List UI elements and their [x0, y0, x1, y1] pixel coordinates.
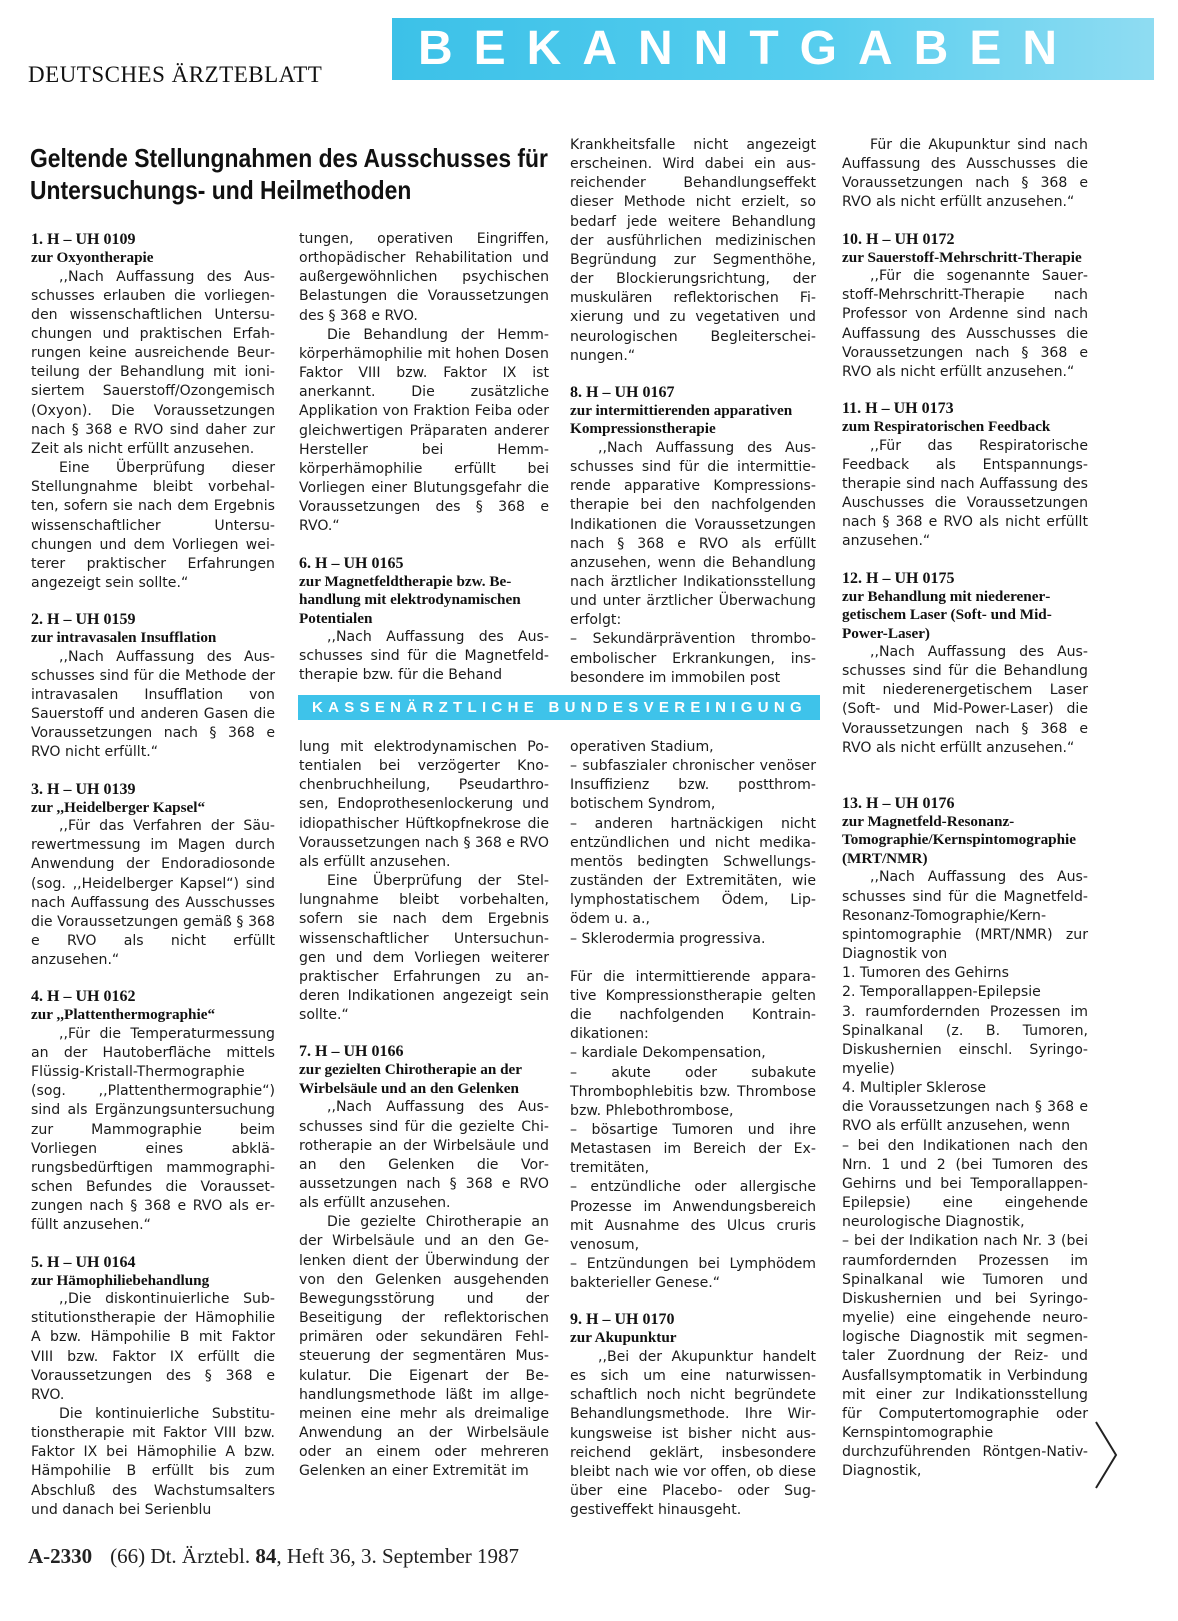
- paragraph: ,,Nach Auffassung des Ausschusses sind für die Behandlung mit niederenergetischem Laser (Soft- und Mid-Power-Laser) die Voraussetzungen nach § 368 e RVO als nicht erfüllt anzusehen.“: [842, 644, 1088, 756]
- statement-subject: zur intermittierenden apparativen Kompressionstherapie: [570, 401, 793, 438]
- statement-code: 1. H – UH 0109: [31, 231, 136, 248]
- list-item: – entzündliche oder allergische Prozesse im Anwendungsbereich mit Ausnahme des Ulcus cruris venosum,: [570, 1179, 816, 1253]
- paragraph: Krankheitsfalle nicht angezeigt erscheinen. Wird dabei ein ausreichender Behandlungseffekt dieser Methode nicht erzielt, so bedarf jede weitere Behandlung der ausführlichen medizinischen Begründung zur Segmenthöhe, der Blockierungsrichtung, der muskulären reflektorischen Fixierung und zu vegetativen und neurologischen Begleiterscheinungen.“: [570, 137, 816, 364]
- statement-13: [842, 794, 1088, 1482]
- page-footer: [28, 1544, 519, 1569]
- statement-subject: zur Magnetfeld-Resonanz-Tomographie/Kernspintomographie (MRT/NMR): [842, 812, 1077, 867]
- statement-subject: zur intravasalen Insufflation: [31, 629, 217, 647]
- statement-9: [570, 1310, 816, 1520]
- list-item: 4. Multipler Sklerose: [842, 1080, 986, 1097]
- statement-12: [842, 569, 1088, 758]
- statement-code: 3. H – UH 0139: [31, 780, 136, 798]
- statement-code: 11. H – UH 0173: [842, 400, 954, 418]
- statement-2: [31, 610, 275, 762]
- statement-11: [842, 399, 1088, 551]
- statement-subject: zur Oxyontherapie: [31, 249, 154, 266]
- section-banner: [392, 18, 1154, 80]
- column-3-bottom: [570, 738, 816, 1520]
- section-banner-title: BEKANNTGABEN: [418, 22, 1078, 75]
- statement-subject: zur ,,Heidelberger Kapsel“: [31, 798, 206, 816]
- statement-code: 13. H – UH 0176: [842, 794, 955, 812]
- paragraph: ,,Die diskontinuierliche Substitutionstherapie der Hämophilie A bzw. Hämpohilie B mit Faktor VIII bzw. Faktor IX erfüllt die Voraussetzungen des § 368 e RVO.: [31, 1291, 275, 1403]
- list-item: 3. raumfordernden Prozessen im Spinalkanal (z. B. Tumoren, Diskushernien einschl. Syringomyelie): [842, 1003, 1088, 1077]
- list-item: – kardiale Dekompensation,: [570, 1045, 766, 1062]
- citation-prefix: (66) Dt. Ärztebl.: [110, 1544, 256, 1568]
- list-item: – Entzündungen bei Lymphödem bakterieller Genese.“: [570, 1256, 816, 1292]
- paragraph: die Voraussetzungen nach § 368 e RVO als erfüllt anzusehen, wenn: [842, 1099, 1088, 1135]
- kbv-banner: [298, 695, 820, 720]
- statement-5: [31, 1253, 275, 1520]
- statement-subject: zur ,,Plattenthermographie“: [31, 1006, 216, 1024]
- citation-suffix: , Heft 36, 3. September 1987: [276, 1544, 520, 1568]
- list-item: 1. Tumoren des Gehirns: [842, 965, 1009, 982]
- column-3-top: [570, 136, 816, 688]
- paragraph: lung mit elektrodynamischen Potentialen bei verzögerter Knochenbruchheilung, Pseudarthrosen, Endoprothesenlockerung und idiopathischer Hüftkopfnekrose die Voraussetzungen nach § 368 e RVO als erfüllt anzusehen.: [299, 739, 550, 870]
- list-item: – bösartige Tumoren und ihre Metastasen im Bereich der Extremitäten,: [570, 1121, 816, 1177]
- column-4: [842, 136, 1088, 1481]
- statement-4: [31, 987, 275, 1235]
- paragraph: Für die intermittierende apparative Kompressionstherapie gelten die nachfolgenden Kontraindikationen:: [570, 968, 816, 1043]
- paragraph: ,,Nach Auffassung des Ausschusses erlauben die vorliegenden wissenschaftlichen Untersuchungen und praktischen Erfahrungen keine ausreichende Beurteilung der Behandlung mit ionisiertem Sauerstoff/Ozongemisch (Oxyon). Die Voraussetzungen nach § 368 e RVO sind daher zur Zeit als nicht erfüllt anzusehen.: [31, 268, 275, 457]
- list-item: – anderen hartnäckigen nicht entzündlichen und nicht medikamentös bedingten Schwellungszuständen der Extremitäten, wie lymphostatischem Ödem, Lipödem u. a.,: [570, 815, 816, 928]
- paragraph: Die gezielte Chirotherapie an der Wirbelsäule und an den Gelenken dient der Überwindung der von den Gelenken ausgehenden Bewegungsstörung und der Beseitigung der reflektorischen primären oder sekundären Fehlsteuerung der segmentären Muskulatur. Die Eigenart der Behandlungsmethode läßt im allgemeinen eine mehr als dreimalige Anwendung an der Wirbelsäule oder an einem oder mehreren Gelenken an einer Extremität im: [299, 1214, 549, 1480]
- list-item: – Sklerodermia progressiva.: [570, 930, 766, 947]
- page-number: A-2330: [28, 1544, 93, 1568]
- statement-8: [570, 383, 816, 688]
- paragraph: Eine Überprüfung dieser Stellungnahme bleibt vorbehalten, sofern sie nach dem Ergebnis wissenschaftlicher Untersuchungen und dem Vorliegen weiterer praktischer Erfahrungen angezeigt sein sollte.“: [31, 460, 275, 591]
- paragraph: Eine Überprüfung der Stellungnahme bleibt vorbehalten, sofern sie nach dem Ergebnis wissenschaftlicher Untersuchungen und dem Vorliegen weiterer praktischer Erfahrungen zu anderen Indikationen angezeigt sein sollte.“: [299, 873, 549, 1024]
- paragraph: ,,Für das Verfahren der Säurewertmessung im Magen durch Anwendung der Endoradiosonde (sog. ,,Heidelberger Kapsel“) sind nach Auffassung des Ausschusses die Voraussetzungen gemäß § 368 e RVO als nicht erfüllt anzusehen.“: [31, 818, 275, 969]
- statement-subject: zur Hämophiliebehandlung: [31, 1271, 210, 1289]
- statement-subject: zum Respiratorischen Feedback: [842, 418, 1051, 436]
- paragraph: ,,Für die Temperaturmessung an der Hautoberfläche mittels Flüssig-Kristall-Thermographie (sog. ,,Plattenthermographie“) sind als Ergänzungsuntersuchung zur Mammographie beim Vorliegen eines abklärungsbedürftigen mammographischen Befundes die Voraussetzungen nach § 368 e RVO als erfüllt anzusehen.“: [31, 1025, 275, 1234]
- list-item: 2. Temporallappen-Epilepsie: [842, 984, 1041, 1001]
- paragraph: ,,Nach Auffassung des Ausschusses sind für die intermittierende apparative Kompressionstherapie bei den nachfolgenden Indikationen die Voraussetzungen nach § 368 e RVO als erfüllt anzusehen, wenn die Behandlung nach ärztlicher Indikationsstellung und unter ärztlicher Überwachung erfolgt:: [570, 439, 816, 629]
- list-item: – akute oder subakute Thrombophlebitis bzw. Thrombose bzw. Phlebothrombose,: [570, 1064, 816, 1119]
- statement-code: 5. H – UH 0164: [31, 1253, 136, 1271]
- paragraph: ,,Nach Auffassung des Ausschusses sind für die Magnetfeld-Resonanz-Tomographie/Kernspintomographie (MRT/NMR) zur Diagnostik von: [842, 869, 1088, 963]
- statement-code: 8. H – UH 0167: [570, 383, 675, 401]
- statement-code: 4. H – UH 0162: [31, 988, 136, 1006]
- paragraph: tungen, operativen Eingriffen, orthopädischer Rehabilitation und außergewöhnlichen psychischen Belastungen die Voraussetzungen des § 368 e RVO.: [299, 231, 549, 324]
- journal-name: DEUTSCHES ÄRZTEBLATT: [28, 62, 323, 87]
- paragraph: ,,Nach Auffassung des Ausschusses sind für die gezielte Chirotherapie an der Wirbelsäule und an den Gelenken die Voraussetzungen nach § 368 e RVO als erfüllt anzusehen.: [299, 1099, 549, 1212]
- statement-code: 2. H – UH 0159: [31, 611, 136, 629]
- column-1: [31, 230, 275, 1520]
- statement-subject: zur Akupunktur: [570, 1329, 677, 1347]
- list-item: – bei den Indikationen nach den Nrn. 1 und 2 (bei Tumoren des Gehirns und bei Temporallappen-Epilepsie) eine eingehende neurologische Diagnostik,: [842, 1137, 1088, 1231]
- list-item: – bei der Indikation nach Nr. 3 (bei raumfordernden Prozessen im Spinalkanal wie Tumoren und Diskushernien und bei Syringomyelie) eine eingehende neurologische Diagnostik mit segmentaler Zuordnung der Reiz- und Ausfallsymptomatik in Verbindung mit einer zur Indikationsstellung für Computertomographie oder Kernspintomographie durchzuführenden Röntgen-Nativ-Diagnostik,: [842, 1233, 1088, 1480]
- continue-arrow-icon: [1093, 1420, 1119, 1490]
- statement-6: [299, 554, 549, 686]
- statement-10: [842, 230, 1088, 382]
- statement-subject: zur Magnetfeldtherapie bzw. Behandlung mit elektrodynamischen Potentialen: [299, 572, 521, 627]
- kbv-banner-title: KASSENÄRZTLICHE BUNDESVEREINIGUNG: [312, 699, 807, 716]
- statement-code: 6. H – UH 0165: [299, 554, 404, 572]
- paragraph: – Sekundärprävention thromboembolischer Erkrankungen, insbesondere im immobilen post: [570, 631, 816, 686]
- paragraph: ,,Nach Auffassung des Ausschusses sind für die Methode der intravasalen Insufflation von Sauerstoff und anderen Gasen die Voraussetzungen nach § 368 e RVO nicht erfüllt.“: [31, 648, 275, 761]
- column-2-top: [299, 230, 549, 685]
- statement-7: [299, 1042, 549, 1481]
- paragraph: ,,Für das Respiratorische Feedback als Entspannungstherapie sind nach Auffassung des Auschusses die Voraussetzungen nach § 368 e RVO als nicht erfüllt anzusehen.“: [842, 437, 1088, 550]
- paragraph: ,,Für die sogenannte Sauerstoff-Mehrschritt-Therapie nach Professor von Ardenne sind nach Auffassung des Ausschusses die Voraussetzungen nach § 368 e RVO als nicht erfüllt anzusehen.“: [842, 268, 1088, 380]
- citation-volume: 84: [255, 1544, 277, 1568]
- paragraph: Die kontinuierliche Substitutionstherapie mit Faktor VIII bzw. Faktor IX bei Hämophilie A bzw. Hämpohilie B erfüllt bis zum Abschluß des Wachstumsalters und danach bei Serienblu: [31, 1406, 275, 1518]
- statement-subject: zur Behandlung mit niederenergetischem Laser (Soft- und Mid-Power-Laser): [842, 587, 1052, 642]
- statement-code: 7. H – UH 0166: [299, 1043, 404, 1061]
- article-headline: Geltende Stellungnahmen des Ausschusses für Untersuchungs- und Heilmethoden: [30, 143, 548, 205]
- statement-subject: zur Sauerstoff-Mehrschritt-Therapie: [842, 248, 1082, 266]
- list-item: – subfaszialer chronischer venöser Insuffizienz bzw. postthrombotischem Syndrom,: [570, 758, 816, 813]
- statement-subject: zur gezielten Chirotherapie an der Wirbelsäule und an den Gelenken: [299, 1061, 522, 1097]
- statement-code: 10. H – UH 0172: [842, 230, 955, 248]
- paragraph: Für die Akupunktur sind nach Auffassung des Ausschusses die Voraussetzungen nach § 368 e RVO als nicht erfüllt anzusehen.“: [842, 137, 1088, 211]
- paragraph: Die Behandlung der Hemmkörperhämophilie mit hohen Dosen Faktor VIII bzw. Faktor IX ist anerkannt. Die zusätzliche Applikation von Fraktion Feiba oder gleichwertigen Präparaten anderer Hersteller bei Hemmkörperhämophilie erfüllt bei Vorliegen einer Blutungsgefahr die Voraussetzungen des § 368 e RVO.“: [299, 326, 549, 535]
- statement-1: [31, 230, 275, 593]
- statement-code: 9. H – UH 0170: [570, 1311, 675, 1329]
- paragraph: ,,Nach Auffassung des Ausschusses sind für die Magnetfeldtherapie bzw. für die Behand: [299, 629, 549, 684]
- column-2-bottom: [299, 738, 549, 1481]
- statement-3: [31, 780, 275, 971]
- paragraph: ,,Bei der Akupunktur handelt es sich um eine naturwissenschaftlich noch nicht begründete Behandlungsmethode. Ihre Wirkungsweise ist bisher nicht ausreichend geklärt, insbesondere bleibt nach wie vor offen, ob diese über eine Placebo- oder Suggestiveffekt hinausgeht.: [570, 1348, 816, 1519]
- paragraph: operativen Stadium,: [570, 739, 714, 755]
- statement-code: 12. H – UH 0175: [842, 569, 955, 587]
